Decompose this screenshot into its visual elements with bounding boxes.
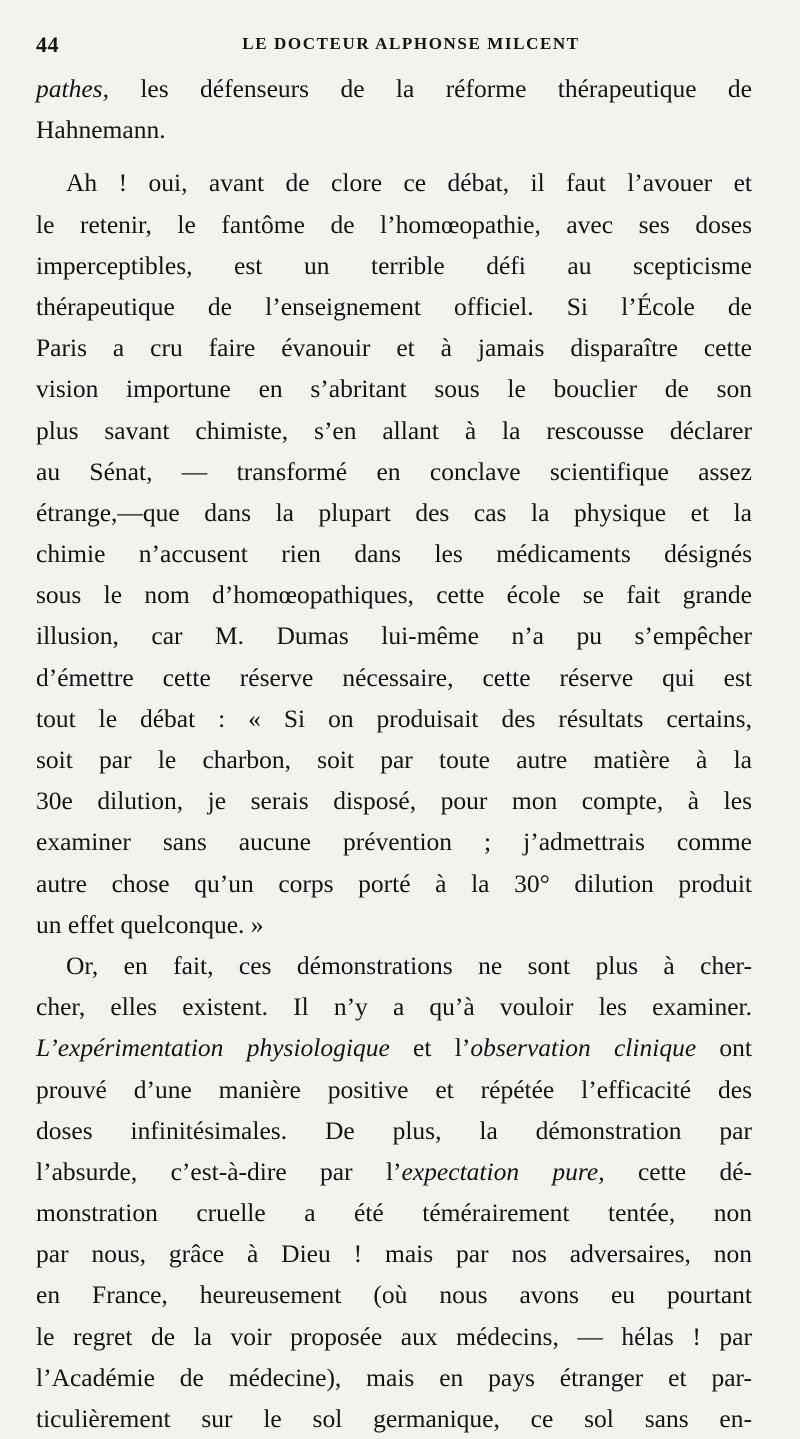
- paragraph-first-line: Or, en fait, ces démonstrations ne sont plus à cher-: [66, 950, 752, 980]
- text-line: tout le débat : « Si on produisait des résultats certains,: [36, 703, 752, 733]
- text-line: au Sénat, — transformé en conclave scientifique assez: [36, 456, 752, 486]
- text-segment-italic: observation clinique: [470, 1033, 697, 1063]
- text-line: d’émettre cette réserve nécessaire, cette réserve qui est: [36, 662, 752, 692]
- text-segment: et l’: [389, 1033, 471, 1063]
- text-line: prouvé d’une manière positive et répétée l’efficacité des: [36, 1074, 752, 1104]
- running-head: [36, 32, 746, 62]
- text-line: Paris a cru faire évanouir et à jamais disparaître cette: [36, 333, 752, 363]
- text-line: [36, 1027, 752, 1068]
- text-line: imperceptibles, est un terrible défi au scepticisme: [36, 250, 752, 280]
- text-line: [36, 1151, 752, 1192]
- text-line: sous le nom d’homœopathiques, cette école se fait grande: [36, 580, 752, 610]
- page-number: 44: [36, 32, 59, 57]
- text-segment: l’absurde, c’est-à-dire par l’: [36, 1156, 402, 1186]
- text-segment-italic: expectation pure,: [401, 1156, 605, 1186]
- text-segment: ont: [696, 1033, 753, 1063]
- text-line: examiner sans aucune prévention ; j’admettrais comme: [36, 827, 752, 857]
- text-segment-italic: L’expérimentation physiologique: [36, 1033, 390, 1063]
- text-line: 30e dilution, je serais disposé, pour mon compte, à les: [36, 786, 752, 816]
- text-line: monstration cruelle a été témérairement tentée, non: [36, 1198, 752, 1228]
- text-line: étrange,—que dans la plupart des cas la physique et la: [36, 497, 752, 527]
- text-segment: les défenseurs de la réforme thérapeutique de: [108, 74, 752, 103]
- text-segment-italic: pathes,: [36, 74, 109, 103]
- text-segment: cette dé-: [604, 1156, 753, 1186]
- text-line: en France, heureusement (où nous avons eu pourtant: [36, 1280, 752, 1310]
- text-line: Hahnemann.: [36, 115, 166, 145]
- text-line: l’Académie de médecine), mais en pays étranger et par-: [36, 1362, 752, 1392]
- text-line: vision importune en s’abritant sous le bouclier de son: [36, 374, 752, 404]
- text-line: doses infinitésimales. De plus, la démonstration par: [36, 1115, 752, 1145]
- text-line: soit par le charbon, soit par toute autre matière à la: [36, 745, 752, 774]
- text-line: un effet quelconque. »: [36, 909, 264, 939]
- text-line: plus savant chimiste, s’en allant à la rescousse déclarer: [36, 415, 752, 445]
- text-line: par nous, grâce à Dieu ! mais par nos adversaires, non: [36, 1239, 752, 1269]
- text-line: [36, 68, 752, 109]
- text-line: le regret de la voir proposée aux médecins, — hélas ! par: [36, 1321, 752, 1351]
- text-line: illusion, car M. Dumas lui-même n’a pu s’empêcher: [36, 621, 752, 651]
- text-line: thérapeutique de l’enseignement officiel. Si l’École de: [36, 291, 752, 321]
- running-title: LE DOCTEUR ALPHONSE MILCENT: [242, 34, 580, 53]
- text-line: ticulièrement sur le sol germanique, ce sol sans en-: [36, 1404, 752, 1433]
- text-line: cher, elles existent. Il n’y a qu’à vouloir les examiner.: [36, 992, 752, 1022]
- body-text: [36, 68, 752, 1439]
- text-line: autre chose qu’un corps porté à la 30° dilution produit: [36, 868, 752, 898]
- text-line: chimie n’accusent rien dans les médicaments désignés: [36, 539, 752, 569]
- paragraph-first-line: Ah ! oui, avant de clore ce débat, il faut l’avouer et: [66, 168, 752, 198]
- text-line: le retenir, le fantôme de l’homœopathie, avec ses doses: [36, 209, 752, 239]
